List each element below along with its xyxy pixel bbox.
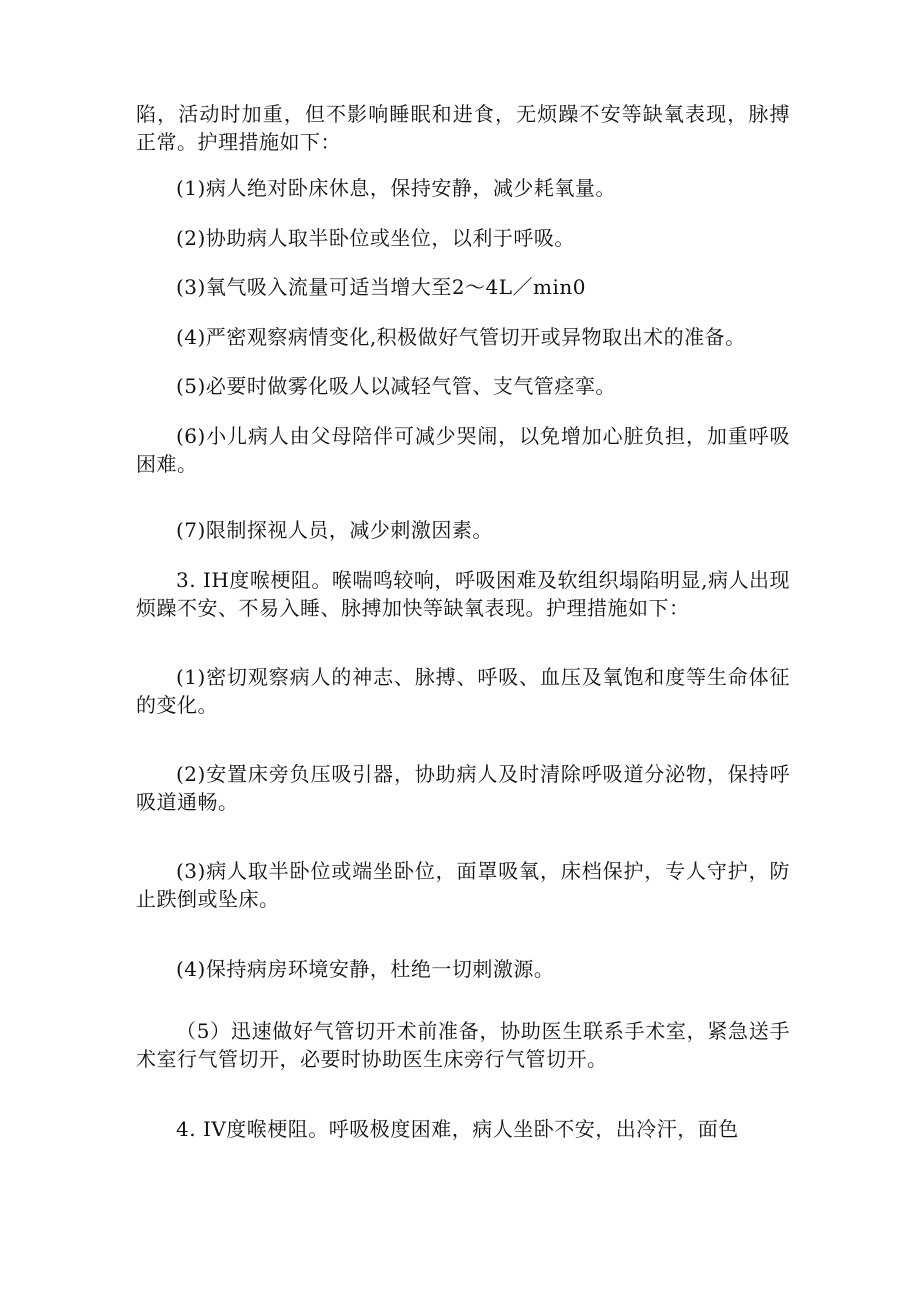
paragraph-section-4: 4. IV度喉梗阻。呼吸极度困难，病人坐卧不安，出冷汗，面色 — [176, 1117, 739, 1141]
paragraph-item-2: (2)协助病人取半卧位或坐位，以利于呼吸。 — [176, 226, 575, 250]
paragraph-continuation: 陷，活动时加重，但不影响睡眠和进食，无烦躁不安等缺氧表现，脉搏正常。护理措施如下： — [136, 102, 790, 154]
paragraph-item-3: (3)氧气吸入流量可适当增大至2～4L／min0 — [176, 275, 587, 299]
paragraph-item-7: (7)限制探视人员，减少刺激因素。 — [176, 518, 493, 542]
paragraph-section3-item-2: (2)安置床旁负压吸引器，协助病人及时清除呼吸道分泌物，保持呼吸道通畅。 — [136, 762, 790, 814]
paragraph-section3-item-3: (3)病人取半卧位或端坐卧位，面罩吸氧，床档保护，专人守护，防止跌倒或坠床。 — [136, 859, 790, 911]
paragraph-section3-item-1: (1)密切观察病人的神志、脉搏、呼吸、血压及氧饱和度等生命体征的变化。 — [136, 665, 790, 717]
paragraph-item-6: (6)小儿病人由父母陪伴可减少哭闹，以免增加心脏负担，加重呼吸困难。 — [136, 424, 790, 476]
paragraph-section3-item-5: （5）迅速做好气管切开术前准备，协助医生联系手术室，紧急送手术室行气管切开，必要时协助医生床旁行气管切开。 — [136, 1019, 790, 1071]
paragraph-section-3: 3. IH度喉梗阻。喉喘鸣较响，呼吸困难及软组织塌陷明显,病人出现烦躁不安、不易入睡、脉搏加快等缺氧表现。护理措施如下： — [136, 568, 790, 620]
paragraph-item-4: (4)严密观察病情变化,积极做好气管切开或异物取出术的准备。 — [176, 325, 746, 349]
paragraph-section3-item-4: (4)保持病房环境安静，杜绝一切刺激源。 — [176, 957, 555, 981]
paragraph-item-5: (5)必要时做雾化吸人以减轻气管、支气管痉挛。 — [176, 374, 616, 398]
paragraph-item-1: (1)病人绝对卧床休息，保持安静，减少耗氧量。 — [176, 176, 616, 200]
